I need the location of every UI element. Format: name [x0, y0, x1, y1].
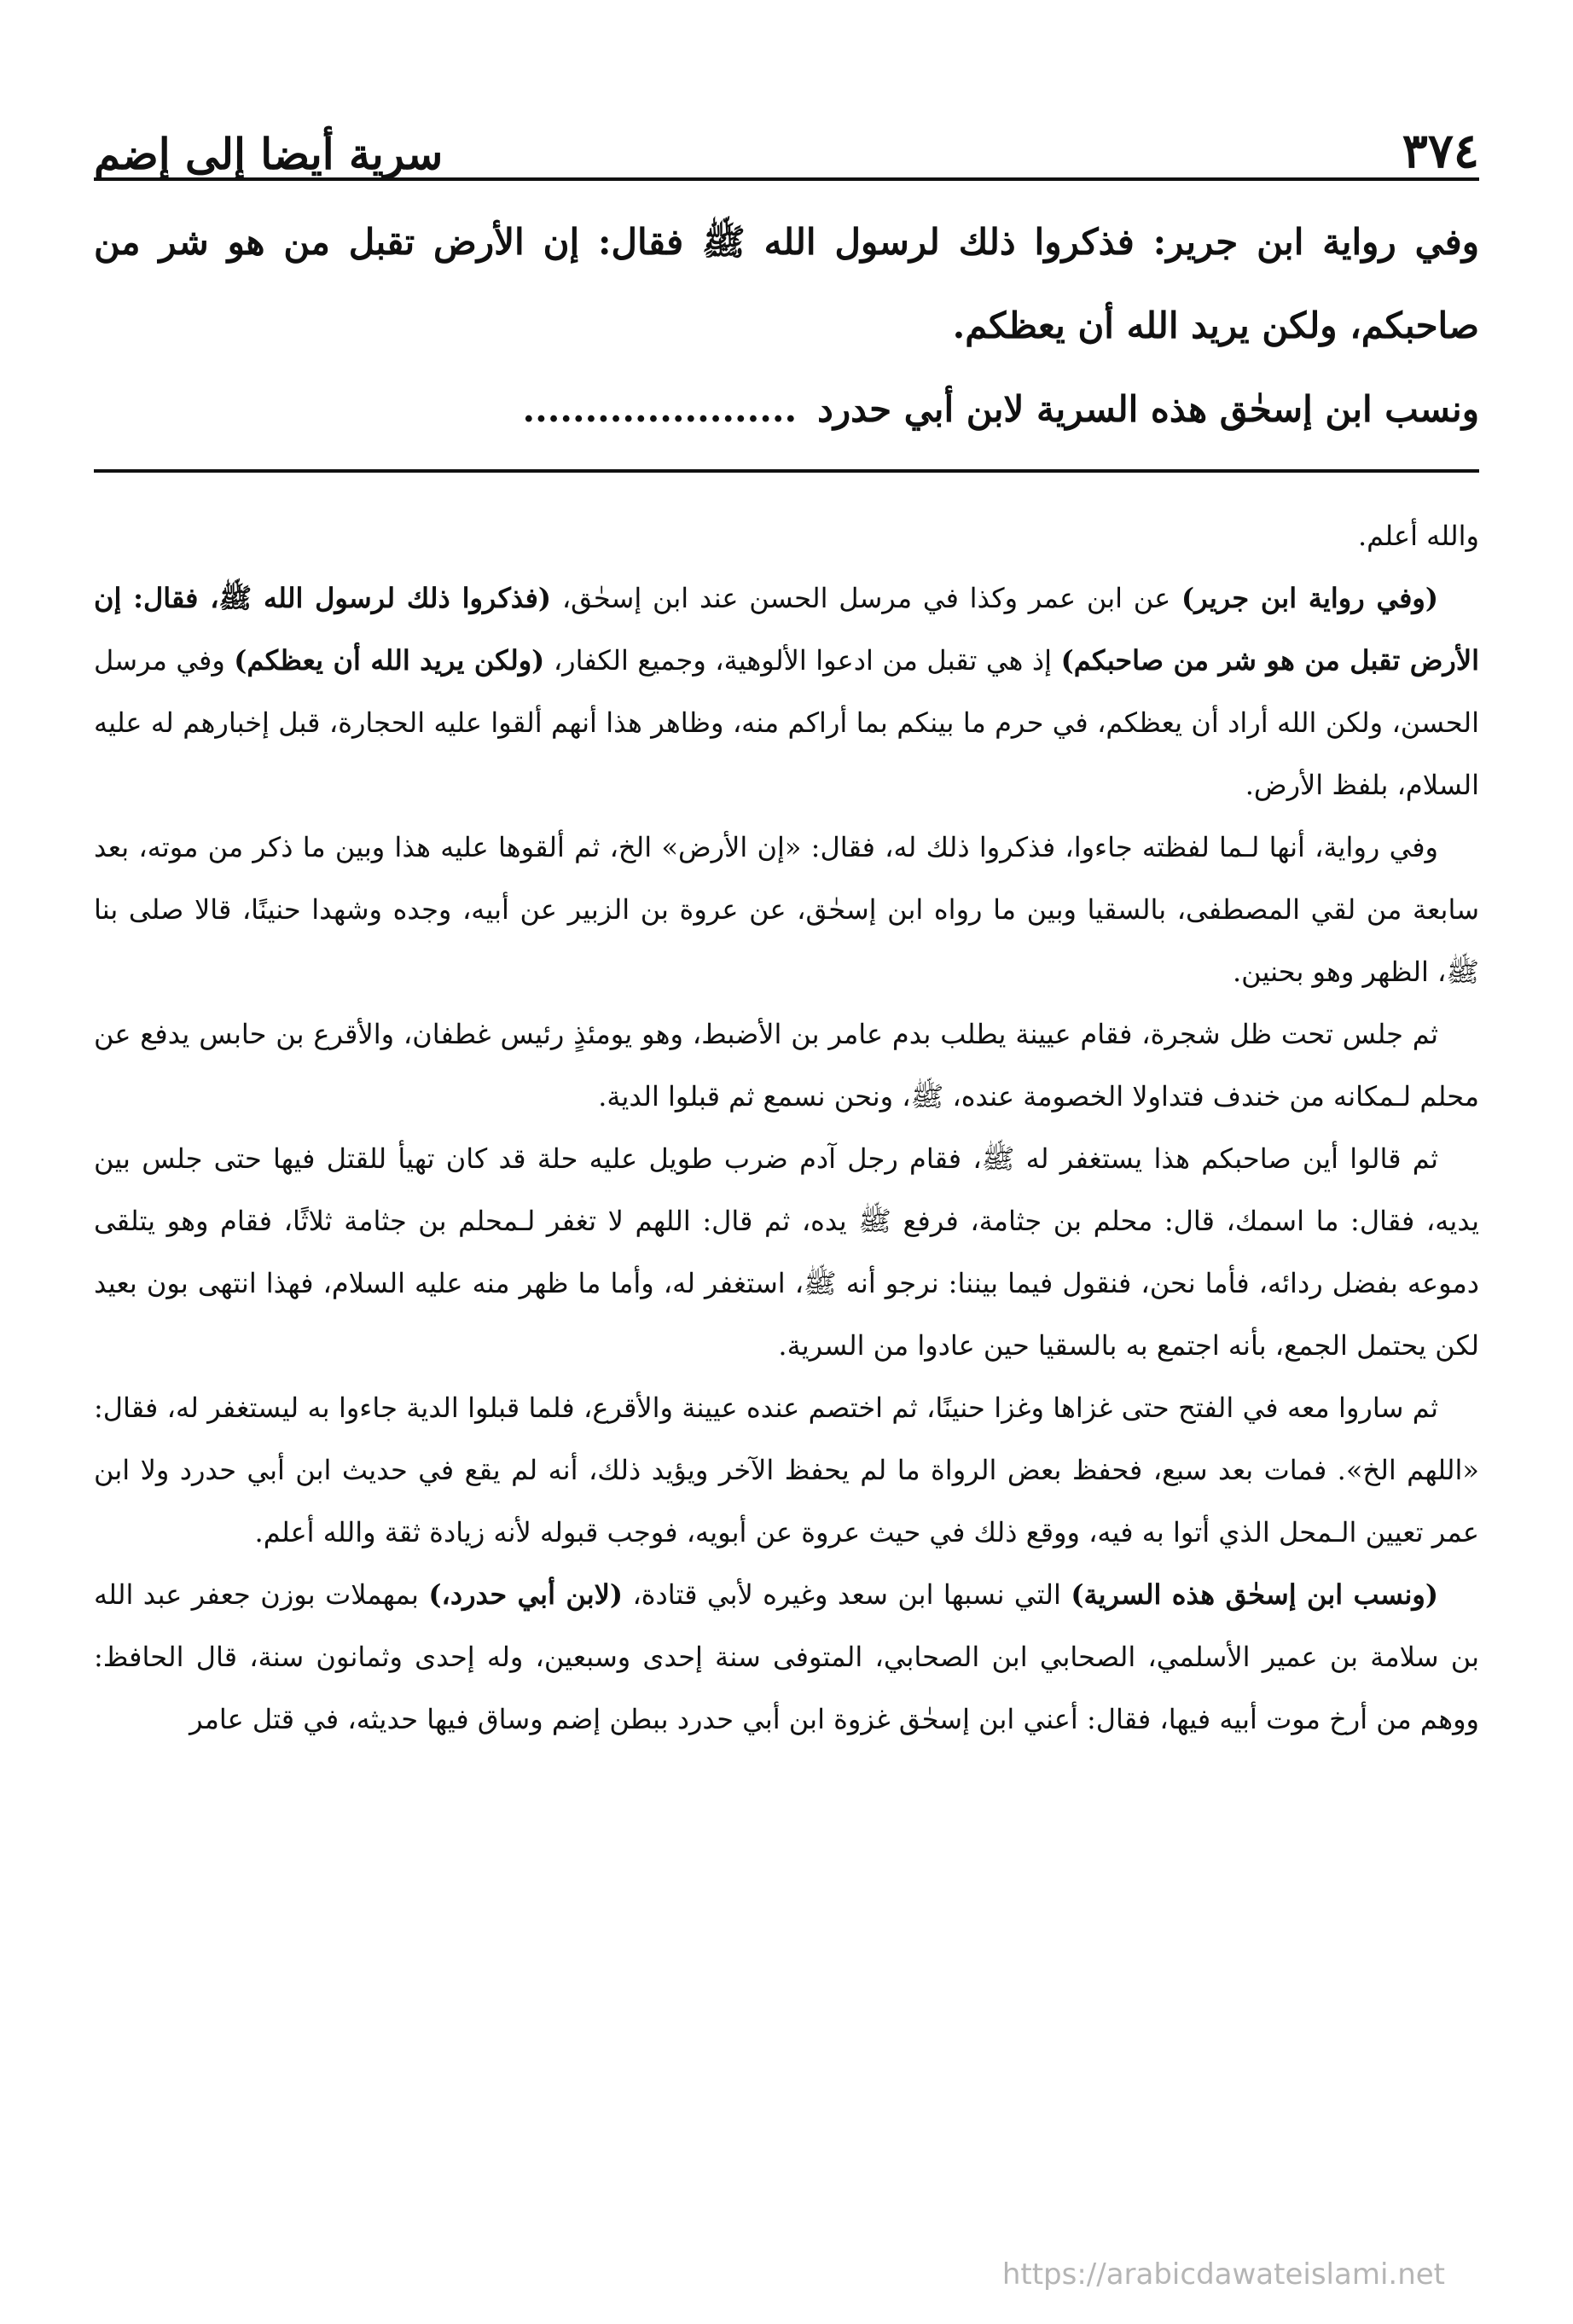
- paragraph-text: وفي رواية، أنها لـما لفظته جاءوا، فذكروا ذلك له، فقال: «إن الأرض» الخ، ثم ألقوها عليه هذا وبين ما ذكر من موته، بعد سابعة من لقي المصطفى، بالسقيا وبين ما رواه ابن إسحٰق، عن عروة بن الزبير عن أبيه، وجده وشهدا حنينًا، قالا صلى بنا ﷺ، الظهر وهو بحنين.: [94, 831, 1479, 988]
- matn-text-block: [94, 200, 1479, 456]
- quoted-matn: (لابن أبي حدرد،): [428, 1578, 624, 1611]
- paragraph-text: إذ هي تقبل من ادعوا الألوهية، وجميع الكفار،: [544, 644, 1061, 677]
- paragraph-text: عن ابن عمر وكذا في مرسل الحسن عند ابن إسحٰق،: [551, 582, 1182, 614]
- paragraph-text: بمهملات بوزن جعفر عبد الله بن سلامة بن عمير الأسلمي، الصحابي ابن الصحابي، المتوفى سنة إحدى وسبعين، وله إحدى وثمانون سنة، قال الحافظ: ووهم من أرخ موت أبيه فيها، فقال: أعني ابن إسحٰق غزوة ابن أبي حدرد ببطن إضم وساق فيها حديثه، في قتل عامر: [94, 1578, 1479, 1735]
- quoted-matn: (فذكروا ذلك لرسول الله ﷺ، فقال: إن الأرض تقبل من هو شر من صاحبكم): [94, 582, 1479, 677]
- matn-line-2: ونسب ابن إسحٰق هذه السرية لابن أبي حدرد: [817, 388, 1479, 430]
- matn-line: [94, 368, 1479, 451]
- commentary-text-block: [94, 505, 1479, 2203]
- page-header: [94, 85, 1479, 179]
- quoted-matn: (وفي رواية ابن جرير): [1181, 582, 1439, 614]
- page-number: ٣٧٤: [1402, 123, 1479, 179]
- paragraph-2: [94, 567, 1479, 816]
- paragraph-1: [94, 505, 1479, 567]
- header-rule: [94, 177, 1479, 181]
- paragraph-6: [94, 1377, 1479, 1564]
- matn-line-1: وفي رواية ابن جرير: فذكروا ذلك لرسول الله ﷺ فقال: إن الأرض تقبل من هو شر من صاحبكم، ولكن يريد الله أن يعظكم.: [94, 221, 1479, 346]
- quoted-matn: (ولكن يريد الله أن يعظكم): [234, 644, 545, 677]
- watermark-url: https://arabicdawateislami.net: [1001, 2257, 1445, 2292]
- matn-line: [94, 200, 1479, 368]
- paragraph-7: [94, 1564, 1479, 1751]
- paragraph-text: والله أعلم.: [1357, 520, 1479, 552]
- paragraph-text: ثم قالوا أين صاحبكم هذا يستغفر له ﷺ، فقام رجل آدم ضرب طويل عليه حلة قد كان تهيأ للقتل فيها حتى جلس بين يديه، فقال: ما اسمك، قال: محلم بن جثامة، فرفع ﷺ يده، ثم قال: اللهم لا تغفر لـمحلم بن جثامة ثلاثًا، فقام وهو يتلقى دموعه بفضل ردائه، فأما نحن، فنقول فيما بيننا: نرجو أنه ﷺ، استغفر له، وأما ما ظهر منه عليه السلام، فهذا انتهى بون بعيد لكن يحتمل الجمع، بأنه اجتمع به بالسقيا حين عادوا من السرية.: [94, 1142, 1479, 1362]
- paragraph-text: التي نسبها ابن سعد وغيره لأبي قتادة،: [623, 1578, 1071, 1611]
- matn-separator-rule: [94, 469, 1479, 473]
- quoted-matn: (ونسب ابن إسحٰق هذه السرية): [1071, 1578, 1439, 1611]
- running-title: سرية أيضا إلى إضم: [94, 129, 444, 179]
- paragraph-3: [94, 816, 1479, 1003]
- paragraph-text: ثم جلس تحت ظل شجرة، فقام عيينة يطلب بدم عامر بن الأضبط، وهو يومئذٍ رئيس غطفان، والأقرع بن حابس يدفع عن محلم لـمكانه من خندف فتداولا الخصومة عنده، ﷺ، ونحن نسمع ثم قبلوا الدية.: [94, 1018, 1479, 1113]
- paragraph-4: [94, 1003, 1479, 1128]
- paragraph-text: ثم ساروا معه في الفتح حتى غزاها وغزا حنينًا، ثم اختصم عنده عيينة والأقرع، فلما قبلوا الدية جاءوا به ليستغفر له، فقال: «اللهم الخ». فمات بعد سبع، فحفظ بعض الرواة ما لم يحفظ الآخر ويؤيد ذلك، أنه لم يقع في حديث ابن أبي حدرد ولا ابن عمر تعيين الـمحل الذي أتوا به فيه، ووقع ذلك في حيث عروة عن أبويه، فوجب قبوله لأنه زيادة ثقة والله أعلم.: [94, 1391, 1479, 1548]
- ellipsis-dots: ......................: [522, 388, 798, 430]
- paragraph-text: وفي مرسل الحسن، ولكن الله أراد أن يعظكم، في حرم ما بينكم بما أراكم منه، وظاهر هذا أنهم ألقوا عليه الحجارة، قبل إخبارهم له عليه السلام، بلفظ الأرض.: [94, 644, 1479, 801]
- paragraph-5: [94, 1128, 1479, 1377]
